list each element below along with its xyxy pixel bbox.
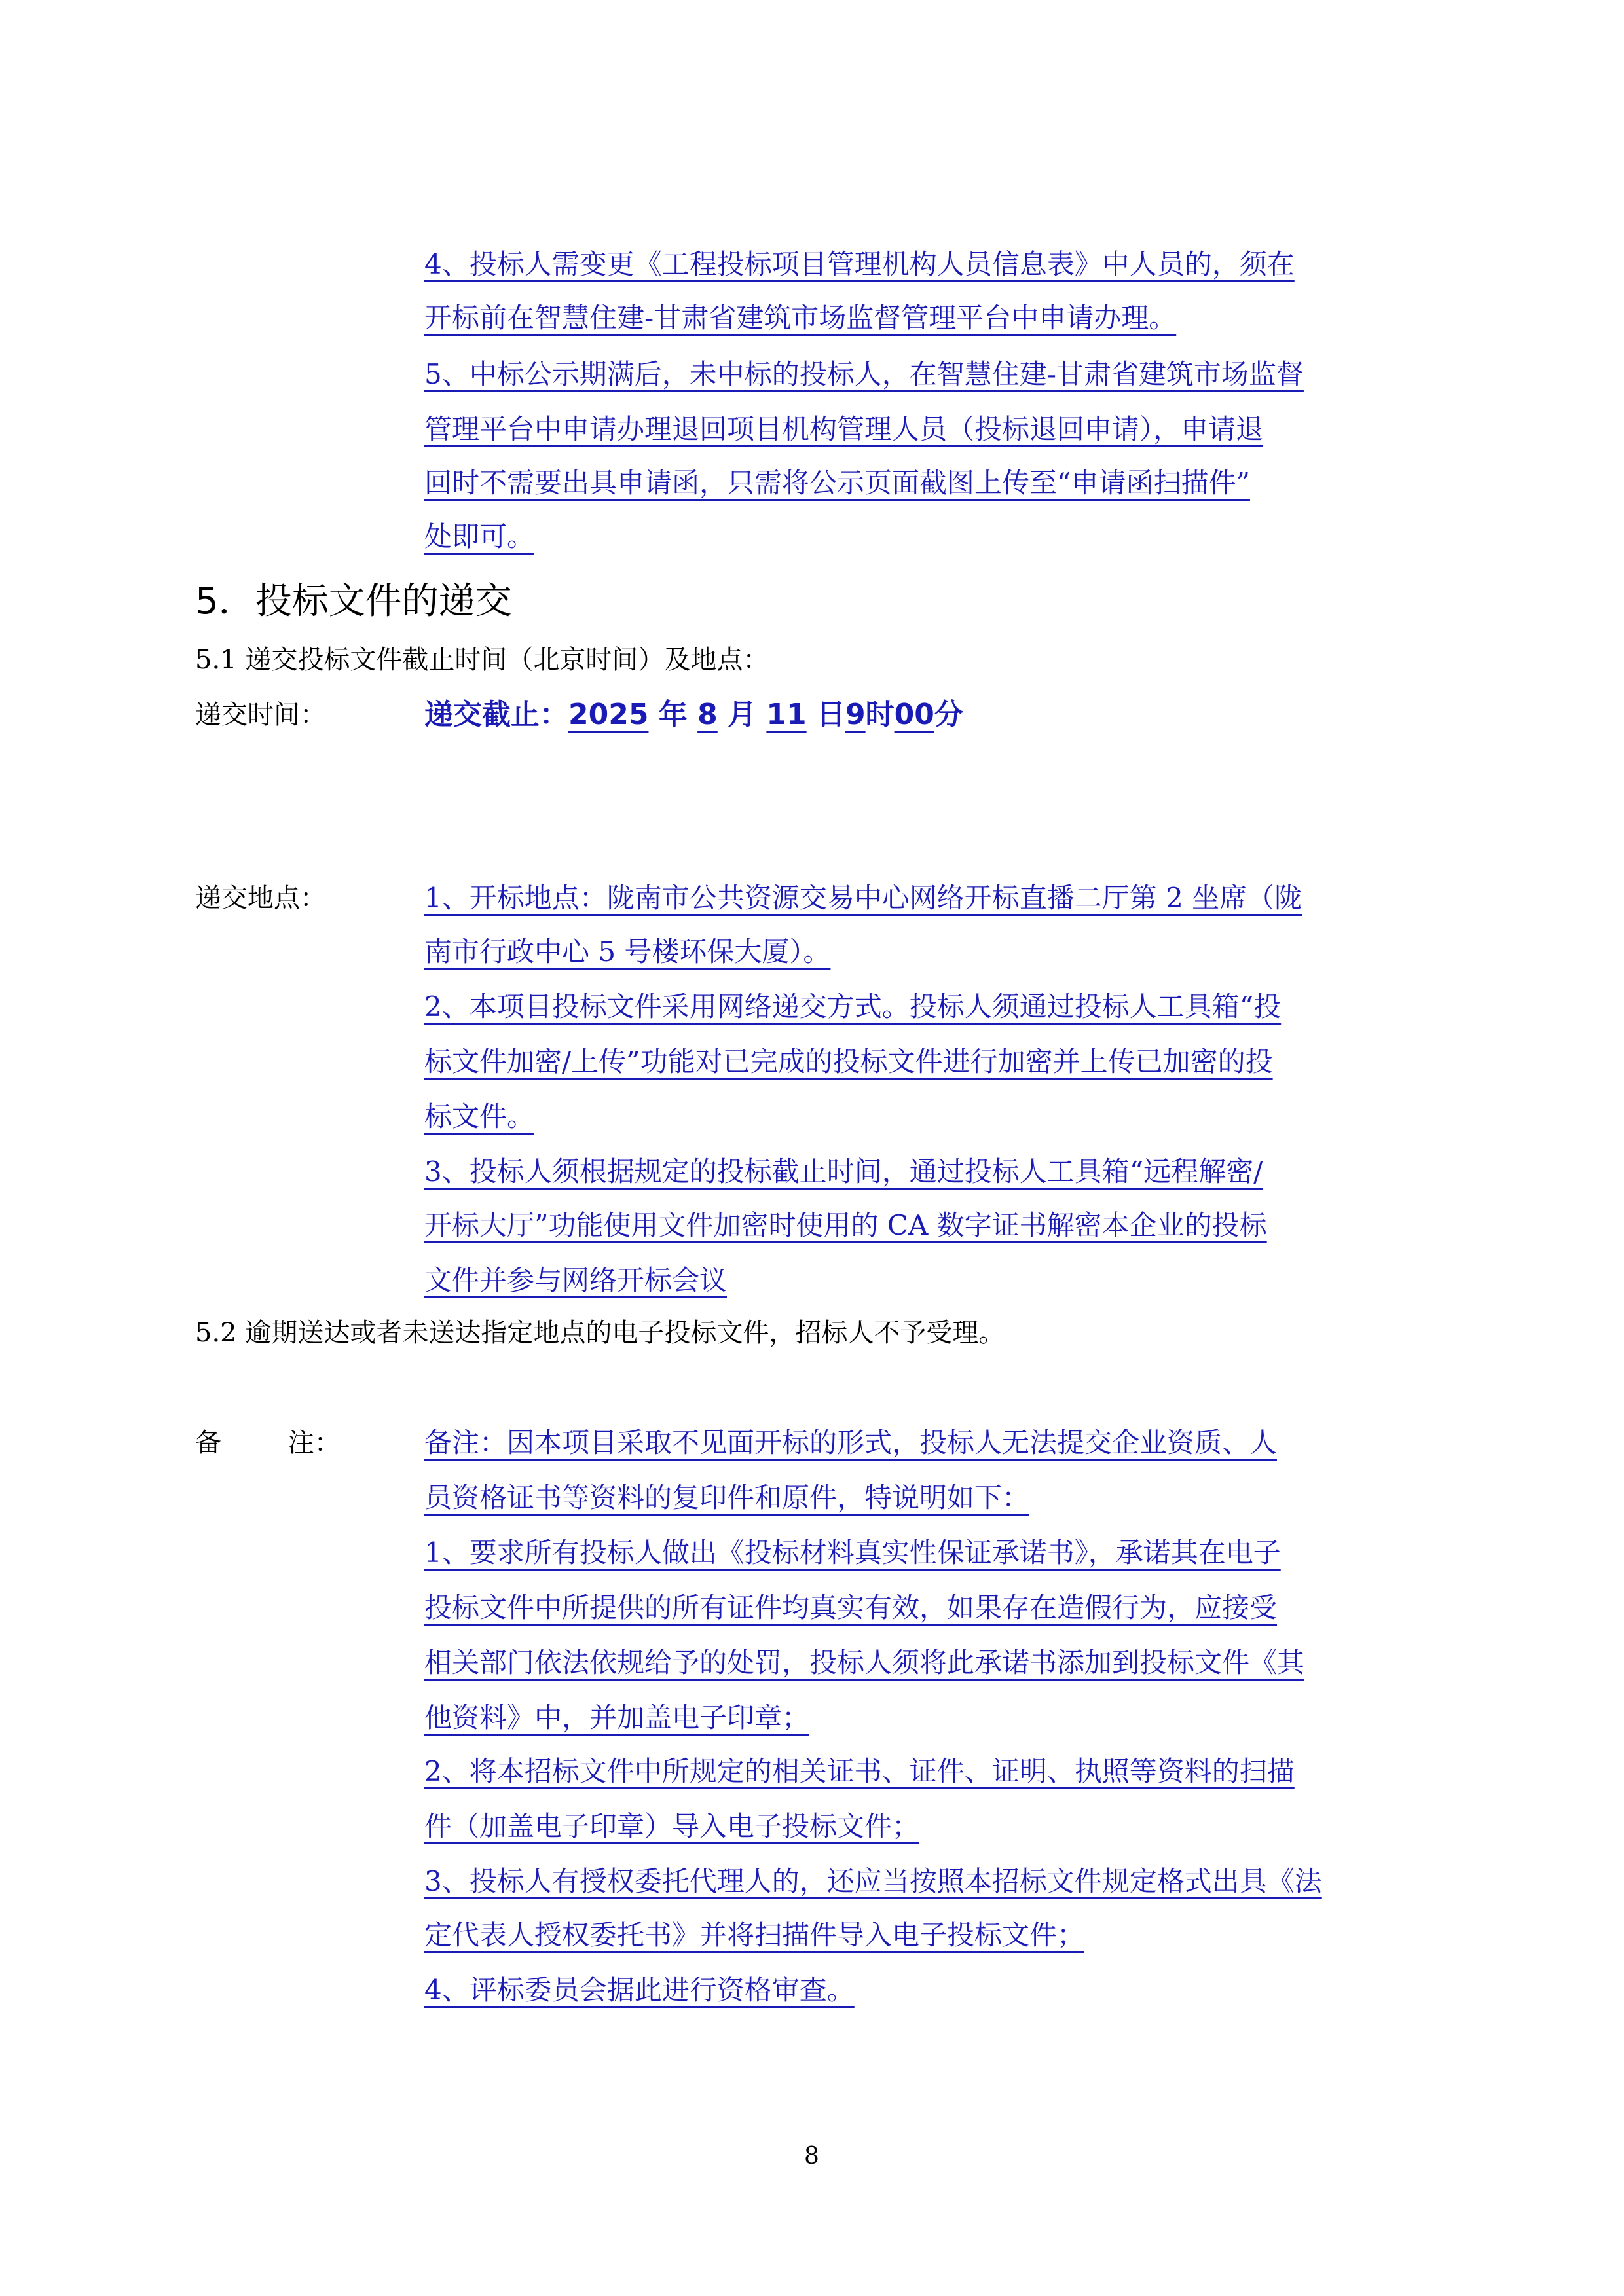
note-item2-line2: 件（加盖电子印章）导入电子投标文件； <box>424 1810 920 1842</box>
place-item2-line3: 标文件。 <box>424 1101 535 1133</box>
note-label: 备 注： <box>195 1428 341 1458</box>
note-item1-line3: 相关部门依法依规给予的处罚，投标人须将此承诺书添加到投标文件《其 <box>424 1647 1305 1679</box>
note-item1-line4: 他资料》中，并加盖电子印章； <box>424 1702 810 1734</box>
note-item1-line2: 投标文件中所提供的所有证件均真实有效，如果存在造假行为，应接受 <box>424 1592 1278 1624</box>
note-item2-line1: 2、将本招标文件中所规定的相关证书、证件、证明、执照等资料的扫描 <box>424 1755 1295 1787</box>
place-item3-line2: 开标大厅”功能使用文件加密时使用的 CA 数字证书解密本企业的投标 <box>424 1209 1267 1241</box>
place-item3-line3: 文件并参与网络开标会议 <box>424 1264 728 1296</box>
note-intro-line2: 员资格证书等资料的复印件和原件，特说明如下： <box>424 1482 1030 1514</box>
deadline-text <box>424 697 963 733</box>
deadline-year-unit: 年 <box>658 698 688 731</box>
note-item3-line1: 3、投标人有授权委托代理人的，还应当按照本招标文件规定格式出具《法 <box>424 1865 1322 1897</box>
section-5-2: 5.2 逾期送达或者未送达指定地点的电子投标文件，招标人不予受理。 <box>195 1318 1005 1348</box>
place-item2-line2: 标文件加密/上传”功能对已完成的投标文件进行加密并上传已加密的投 <box>424 1046 1273 1078</box>
note-intro-line1: 备注：因本项目采取不见面开标的形式，投标人无法提交企业资质、人 <box>424 1427 1278 1459</box>
deadline-year: 2025 <box>568 698 649 731</box>
place-label: 递交地点： <box>195 883 326 913</box>
item4-line2: 开标前在智慧住建-甘肃省建筑市场监督管理平台中申请办理。 <box>424 302 1177 334</box>
deadline-hour-unit: 时 <box>865 698 895 731</box>
deadline-minute-unit: 分 <box>934 698 963 731</box>
item5-line3: 回时不需要出具申请函，只需将公示页面截图上传至“申请函扫描件” <box>424 467 1250 499</box>
deadline-day-unit: 日 <box>816 698 845 731</box>
deadline-month: 8 <box>697 698 718 731</box>
deadline-minute: 00 <box>894 698 934 731</box>
item5-line2: 管理平台中申请办理退回项目机构管理人员（投标退回申请），申请退 <box>424 413 1264 445</box>
place-item1-line1: 1、开标地点：陇南市公共资源交易中心网络开标直播二厅第 2 坐席（陇 <box>424 882 1302 914</box>
place-item2-line1: 2、本项目投标文件采用网络递交方式。投标人须通过投标人工具箱“投 <box>424 991 1282 1023</box>
item4-line1: 4、投标人需变更《工程投标项目管理机构人员信息表》中人员的，须在 <box>424 248 1295 280</box>
item5-line1: 5、中标公示期满后，未中标的投标人，在智慧住建-甘肃省建筑市场监督 <box>424 358 1304 390</box>
item5-line4: 处即可。 <box>424 520 535 553</box>
page-number: 8 <box>804 2143 819 2170</box>
deadline-day: 11 <box>766 698 807 731</box>
note-item1-line1: 1、要求所有投标人做出《投标材料真实性保证承诺书》，承诺其在电子 <box>424 1537 1281 1569</box>
deadline-prefix: 递交截止： <box>424 698 568 731</box>
time-label: 递交时间： <box>195 700 326 730</box>
section-heading: 5．投标文件的递交 <box>195 580 512 623</box>
note-item4-line1: 4、评标委员会据此进行资格审查。 <box>424 1974 855 2006</box>
note-item3-line2: 定代表人授权委托书》并将扫描件导入电子投标文件； <box>424 1919 1085 1951</box>
place-item3-line1: 3、投标人须根据规定的投标截止时间，通过投标人工具箱“远程解密/ <box>424 1156 1263 1188</box>
section-5-1: 5.1 递交投标文件截止时间（北京时间）及地点： <box>195 645 769 675</box>
place-item1-line2: 南市行政中心 5 号楼环保大厦）。 <box>424 936 831 968</box>
deadline-month-unit: 月 <box>728 698 757 731</box>
deadline-hour: 9 <box>845 698 866 731</box>
